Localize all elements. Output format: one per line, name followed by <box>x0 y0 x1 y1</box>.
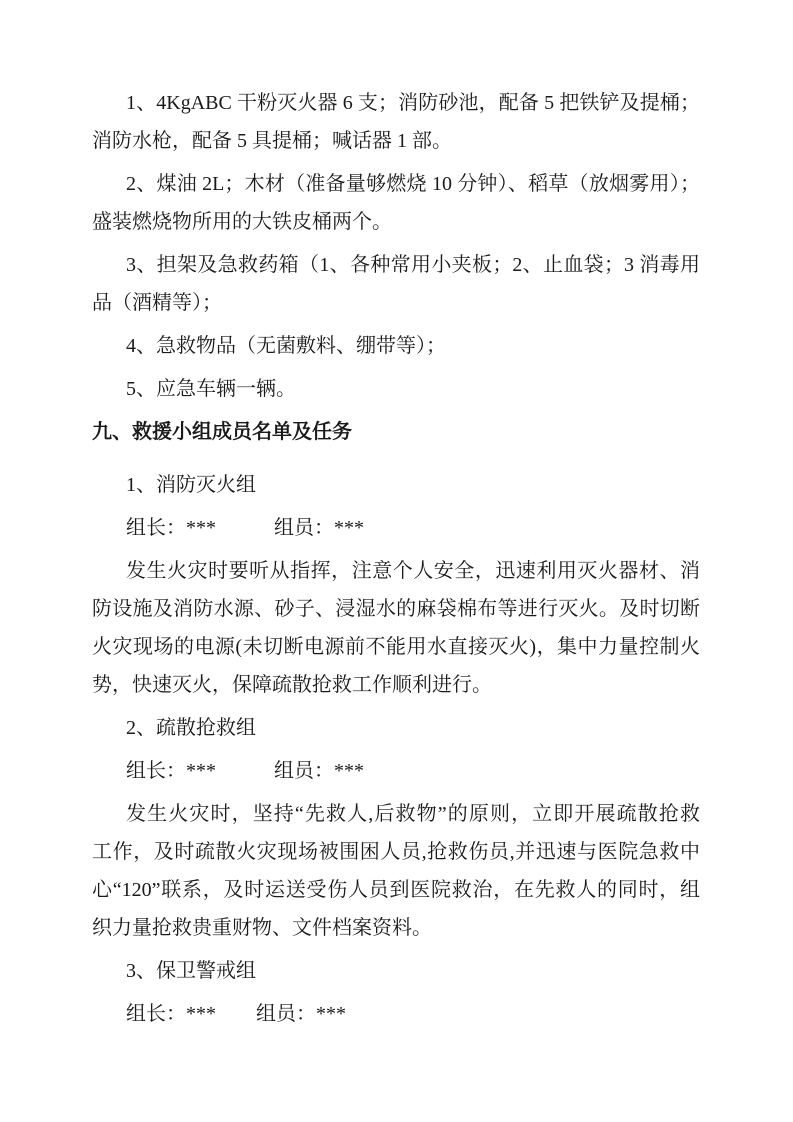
equipment-item-4-line-1: 4、急救物品（无菌敷料、绷带等）； <box>126 335 446 357</box>
equipment-item-2 <box>92 165 700 241</box>
group-2-duty <box>92 795 700 947</box>
equipment-item-3-line-1: 3、担架及急救药箱（1、各种常用小夹板；2、止血袋；3 消毒用 <box>126 254 700 276</box>
group-2-members: 组员：*** <box>274 760 364 782</box>
equipment-item-1-line-1: 1、4KgABC 干粉灭火器 6 支；消防砂池，配备 5 把铁铲及提桶； <box>126 92 700 114</box>
group-2-roster <box>92 752 700 790</box>
group-3-title-text: 3、保卫警戒组 <box>126 960 256 982</box>
group-1-title <box>92 466 700 504</box>
equipment-item-1-line-2: 消防水枪，配备 5 具提桶；喊话器 1 部。 <box>92 130 452 152</box>
group-2-duty-line-2: 工作，及时疏散火灾现场被围困人员,抢救伤员,并迅速与医院急救中 <box>92 841 700 863</box>
equipment-item-3-line-2: 品（酒精等）； <box>92 292 222 314</box>
group-3-leader: 组长：*** <box>126 1003 216 1025</box>
group-2-duty-line-4: 织力量抢救贵重财物、文件档案资料。 <box>92 917 432 939</box>
group-1-leader: 组长：*** <box>126 517 216 539</box>
equipment-item-2-line-2: 盛装燃烧物所用的大铁皮桶两个。 <box>92 211 392 233</box>
group-3-roster-line <box>92 995 700 1033</box>
group-2-title-text: 2、疏散抢救组 <box>126 717 256 739</box>
equipment-item-1 <box>92 84 700 160</box>
equipment-item-2-line-1: 2、煤油 2L；木材（准备量够燃烧 10 分钟）、稻草（放烟雾用）； <box>126 173 700 195</box>
group-3-roster <box>92 995 700 1033</box>
equipment-item-4 <box>92 327 700 365</box>
group-1-title-text: 1、消防灭火组 <box>126 474 256 496</box>
group-1-duty-line-3: 火灾现场的电源(未切断电源前不能用水直接灭火)，集中力量控制火 <box>92 636 700 658</box>
group-1-duty-line-4: 势，快速灭火，保障疏散抢救工作顺利进行。 <box>92 674 492 696</box>
group-1-roster-line <box>92 509 700 547</box>
group-2-title <box>92 709 700 747</box>
equipment-item-5-line-1: 5、应急车辆一辆。 <box>126 378 296 400</box>
group-1-roster <box>92 509 700 547</box>
section-heading: 九、救援小组成员名单及任务 <box>92 421 352 443</box>
group-3-members: 组员：*** <box>256 1003 346 1025</box>
group-3-title <box>92 952 700 990</box>
group-2-duty-line-3: 心“120”联系，及时运送受伤人员到医院救治，在先救人的同时，组 <box>92 879 700 901</box>
group-2-roster-line <box>92 752 700 790</box>
group-1-members: 组员：*** <box>274 517 364 539</box>
group-1-duty <box>92 552 700 704</box>
group-1-duty-line-2: 防设施及消防水源、砂子、浸湿水的麻袋棉布等进行灭火。及时切断 <box>92 598 700 620</box>
group-2-leader: 组长：*** <box>126 760 216 782</box>
group-1-duty-line-1: 发生火灾时要听从指挥，注意个人安全，迅速利用灭火器材、消 <box>126 560 700 582</box>
equipment-item-3 <box>92 246 700 322</box>
equipment-item-5 <box>92 370 700 408</box>
group-2-duty-line-1: 发生火灾时，坚持“先救人,后救物”的原则，立即开展疏散抢救 <box>126 803 700 825</box>
